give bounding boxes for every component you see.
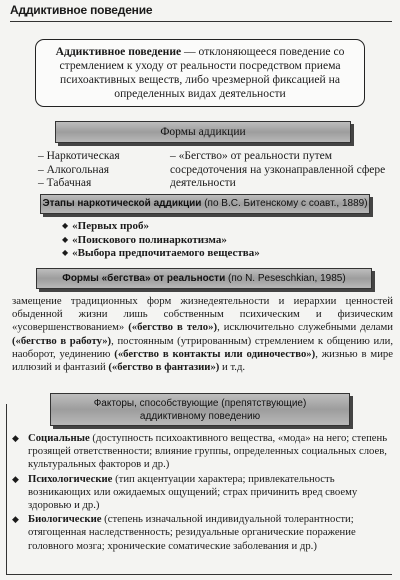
list-item: – «Бегство» от реальности путем сосредоточения на узконаправленной сфере деятельности (170, 150, 386, 189)
escape-heading-citation: (по N. Peseschkian, 1985) (225, 273, 346, 284)
factors-heading-line2: аддиктивному поведению (139, 411, 261, 422)
forms-left-list (38, 150, 120, 191)
factors-heading-line1: Факторы, способствующие (препятствующие) (93, 398, 307, 409)
escape-heading-banner (36, 268, 372, 289)
diamond-bullet-icon: ◆ (12, 433, 19, 443)
diamond-bullet-icon: ◆ (62, 234, 69, 244)
definition-text: — отклоняющееся поведение со стремлением к уходу от реальности посредством приема психоактивных веществ, либо чрезмерной фиксацией на определенных видах деятельности (59, 45, 345, 100)
forms-heading: Формы аддикции (160, 126, 246, 138)
factors-heading-banner (50, 393, 350, 426)
escape-paragraph: замещение традиционных форм жизнедеятельности и иерархии ценностей обыденной жизни лишь собственным психическим и физическим «усовершенствованием» («бегство в тело»), исключительно служебными делами («бегство в работу»), постоянным (утрированным) стремлением к общению или, наоборот, уединению («бегство в контакты или одиночество»), жизнью в мире иллюзий и фантазий («бегство в фантазии») и т.д. (12, 295, 394, 374)
title-rule (10, 21, 392, 22)
list-item: ◆ «Выбора предпочитаемого вещества» (62, 247, 260, 259)
definition-term: Аддиктивное поведение (55, 45, 182, 58)
factors-frame-bottom (6, 574, 392, 575)
factors-frame-left (6, 404, 7, 574)
stages-heading-banner (40, 194, 370, 214)
definition-box (35, 39, 365, 107)
diamond-bullet-icon: ◆ (12, 514, 19, 525)
list-item: – Табачная (38, 177, 92, 189)
list-item: – Наркотическая (38, 150, 120, 162)
list-item: ◆ «Поискового полинаркотизма» (62, 233, 227, 246)
forms-right-list (170, 150, 395, 191)
page-title: Аддиктивное поведение (10, 3, 153, 17)
forms-heading-banner (55, 121, 351, 143)
list-item: ◆ Психологические (тип акцентуации характера; привлекательность возникающих или ожидаемых ощущений; страх причинить вред своему здоровью и др.) (12, 472, 358, 512)
stages-list (62, 220, 260, 261)
diamond-bullet-icon: ◆ (12, 473, 19, 484)
list-item: ◆ Социальные (доступность психоактивного вещества, «мода» на него; степень грозящей ответственности; влияние группы, определенных социальных слоев, культуральных факторов и др.) (12, 432, 388, 471)
list-item: ◆ «Первых проб» (62, 220, 149, 232)
stages-heading-bold: Этапы наркотической аддикции (42, 198, 202, 209)
diamond-bullet-icon: ◆ (62, 221, 69, 230)
stages-heading-citation: (по В.С. Битенскому с соавт., 1889) (201, 198, 368, 209)
factors-list (10, 432, 390, 554)
escape-heading-bold: Формы «бегства» от реальности (62, 273, 226, 284)
list-item: ◆ Биологические (степень изначальной индивидуальной толерантности; отягощенная наследственность; резидуальные органические поражение головного мозга; хронические соматические заболевания и др.) (12, 513, 356, 552)
list-item: – Алкогольная (38, 163, 109, 176)
diamond-bullet-icon: ◆ (62, 248, 69, 257)
